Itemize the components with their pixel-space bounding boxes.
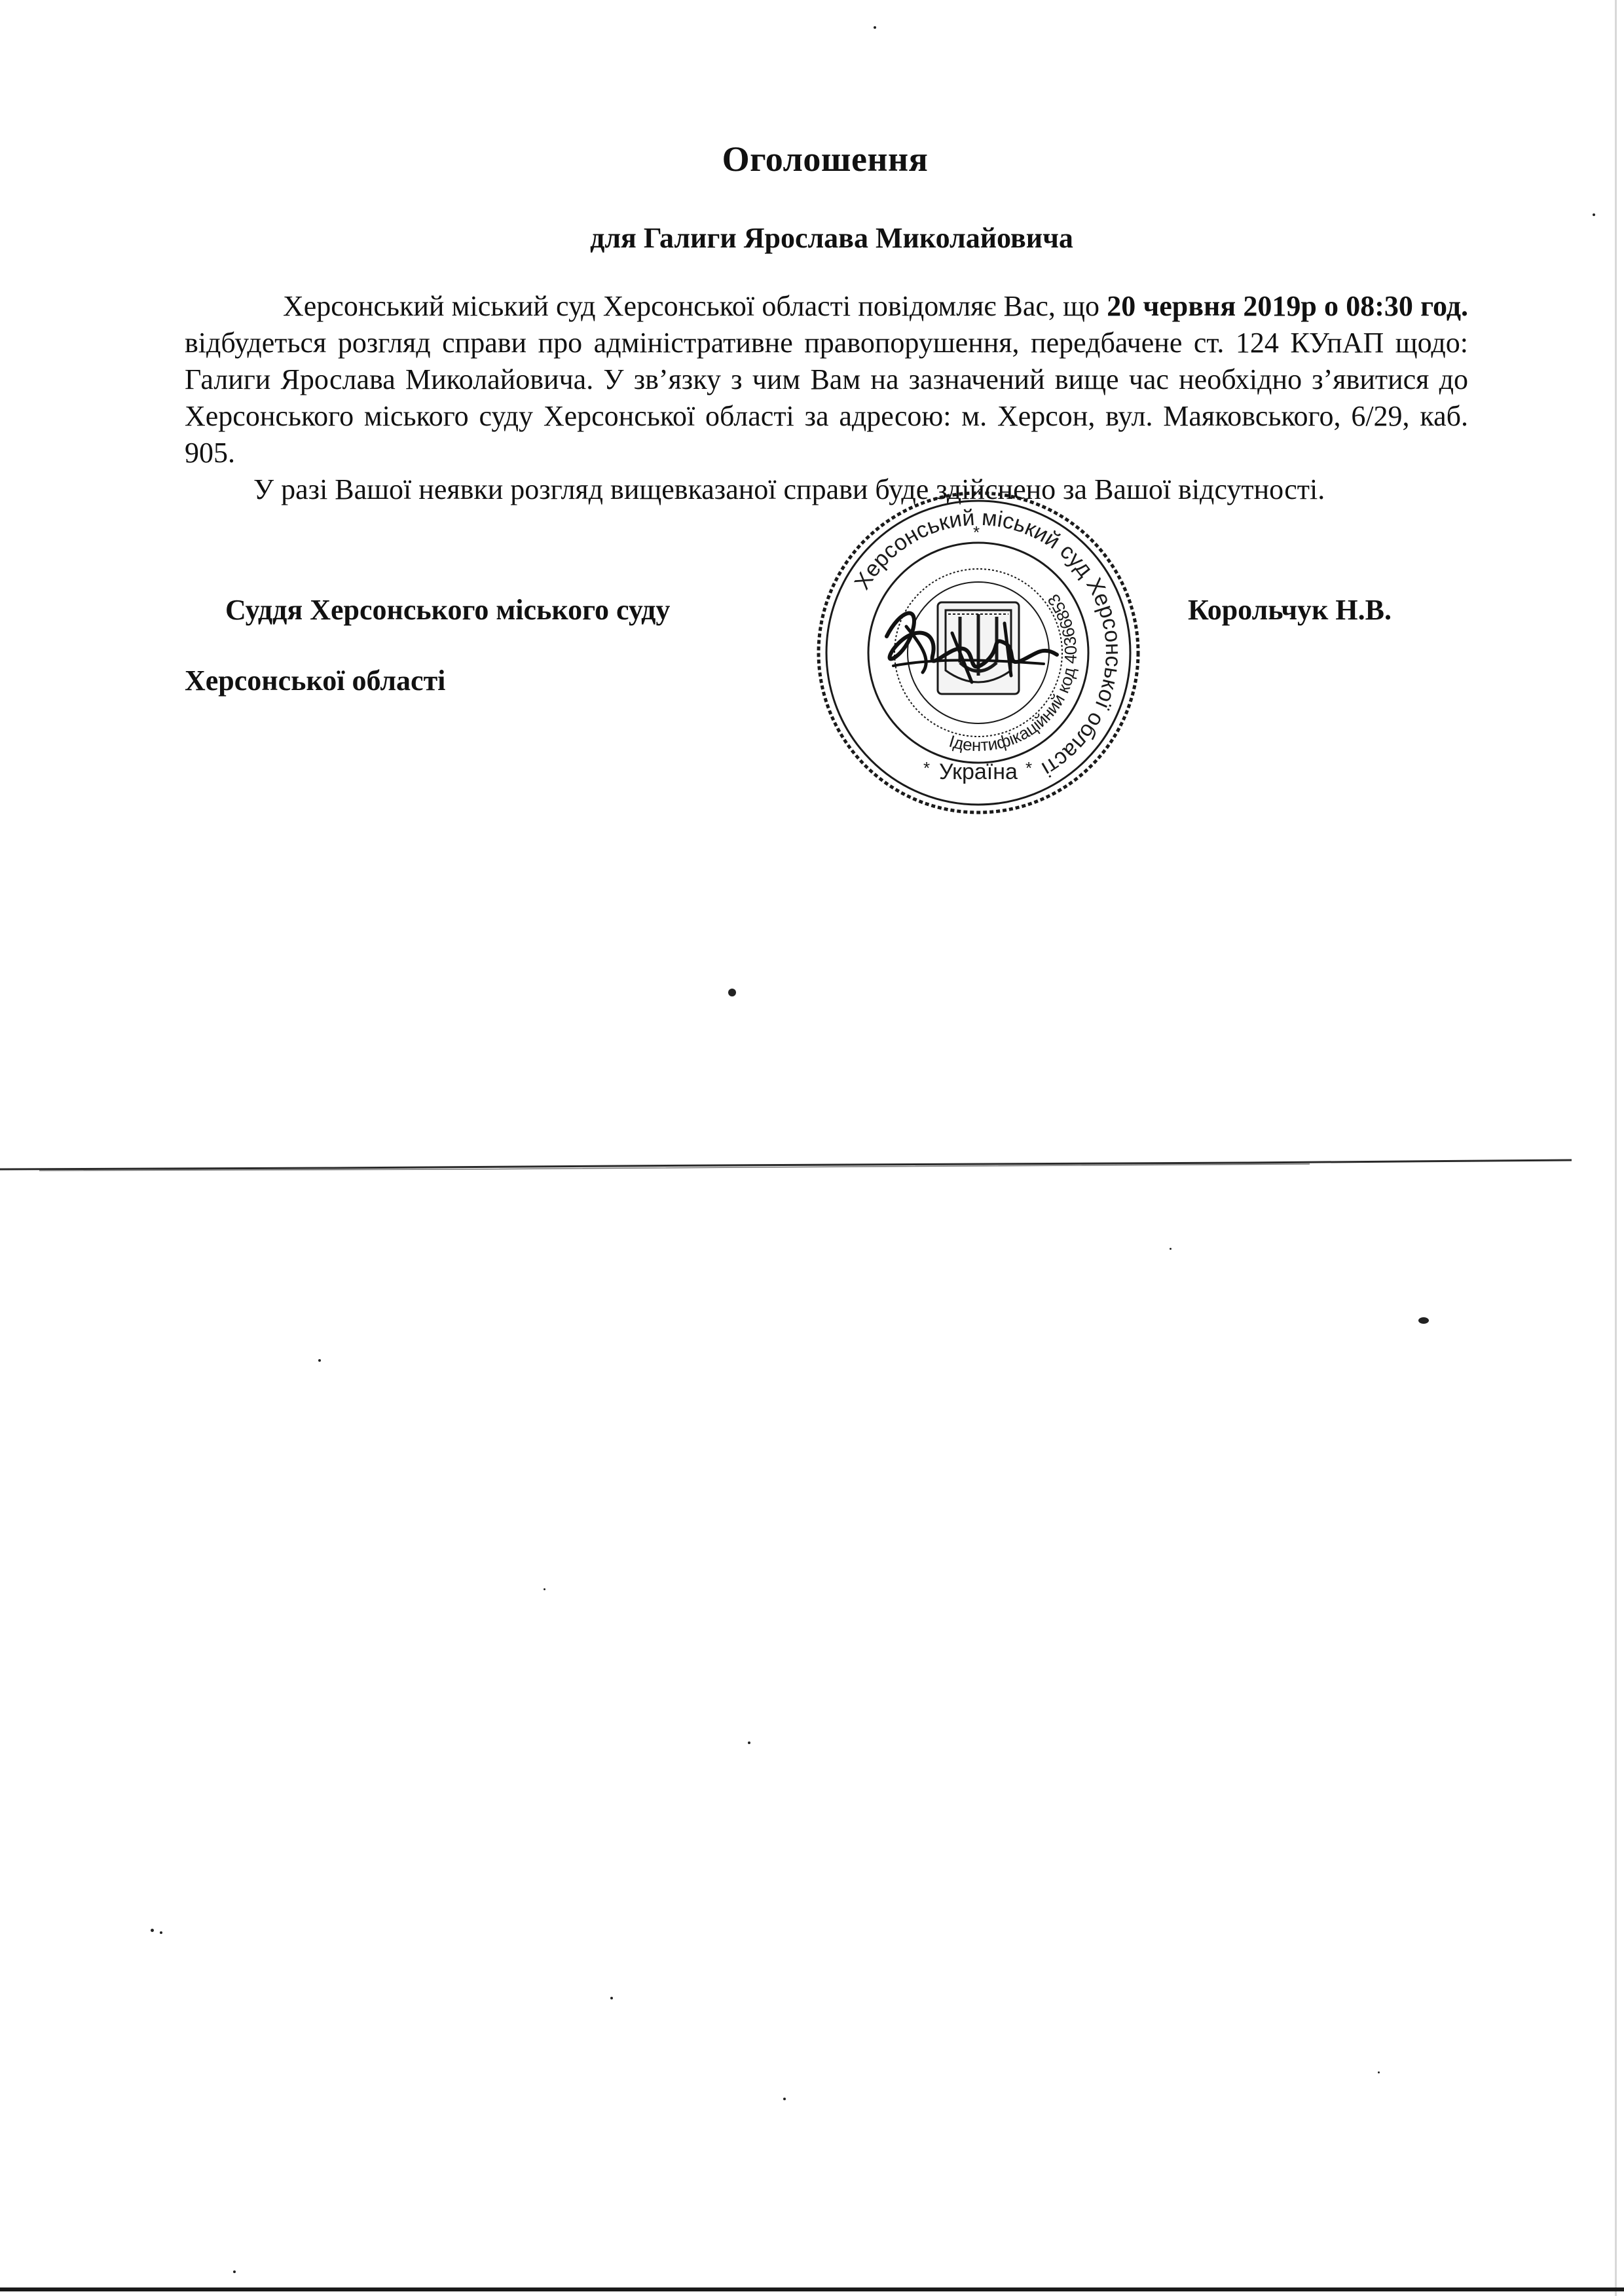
scan-speck: [610, 1997, 613, 1999]
scan-speck: [1418, 1317, 1429, 1324]
notice-text-start: Херсонський міський суд Херсонської області повідомляє Вас, що: [283, 290, 1107, 322]
notice-text-rest: відбудеться розгляд справи про адміністративне правопорушення, передбачене ст. 124 КУпАП щодо: Галиги Ярослава Миколайовича. У зв’язку з чим Вам на зазначений вище час необхідно з’явитися до Херсонського міського суду Херсонської області за адресою: м. Херсон, вул. Маяковського, 6/29, каб. 905.: [185, 327, 1468, 469]
scan-speck: [1593, 213, 1595, 216]
hearing-date-time: 20 червня 2019р о 08:30 год.: [1107, 290, 1469, 322]
scan-speck: [1170, 1248, 1172, 1250]
recipient-line: для Галиги Ярослава Миколайовича: [590, 222, 1073, 254]
scan-speck: [874, 26, 876, 29]
court-seal-stamp: [808, 486, 1149, 820]
seal-inner-text: Ідентифікаційний код 40366853: [946, 591, 1081, 756]
scan-speck: [728, 989, 736, 996]
notice-paragraph-1: [185, 288, 1468, 471]
scan-fold-line: [0, 1154, 1572, 1180]
judge-name: Корольчук Н.В.: [1188, 594, 1392, 626]
judge-position-line-2: Херсонської області: [185, 665, 446, 697]
scan-speck: [318, 1359, 321, 1362]
seal-star-top-icon: *: [973, 522, 980, 542]
document-title: Оголошення: [722, 139, 929, 179]
scan-speck: [1378, 2071, 1380, 2073]
seal-country-text: Україна: [939, 759, 1018, 784]
scan-speck: [233, 2270, 236, 2273]
seal-outer-text: Херсонський міський суд Херсонської області: [849, 505, 1126, 782]
judge-position-line-1: Суддя Херсонського міського суду: [225, 594, 671, 626]
seal-star-right-icon: *: [1025, 758, 1033, 778]
scan-right-edge: [1615, 0, 1617, 2296]
seal-star-left-icon: *: [923, 758, 931, 778]
scan-speck: [151, 1929, 154, 1932]
scan-bottom-edge: [0, 2287, 1624, 2291]
notice-body: [185, 288, 1468, 508]
scan-speck: [544, 1588, 545, 1590]
notice-paragraph-2: У разі Вашої неявки розгляд вищевказаної справи буде здійснено за Вашої відсутності.: [253, 473, 1325, 505]
scan-speck: [783, 2098, 786, 2100]
scan-speck: [160, 1931, 162, 1934]
scan-speck: [748, 1741, 750, 1744]
